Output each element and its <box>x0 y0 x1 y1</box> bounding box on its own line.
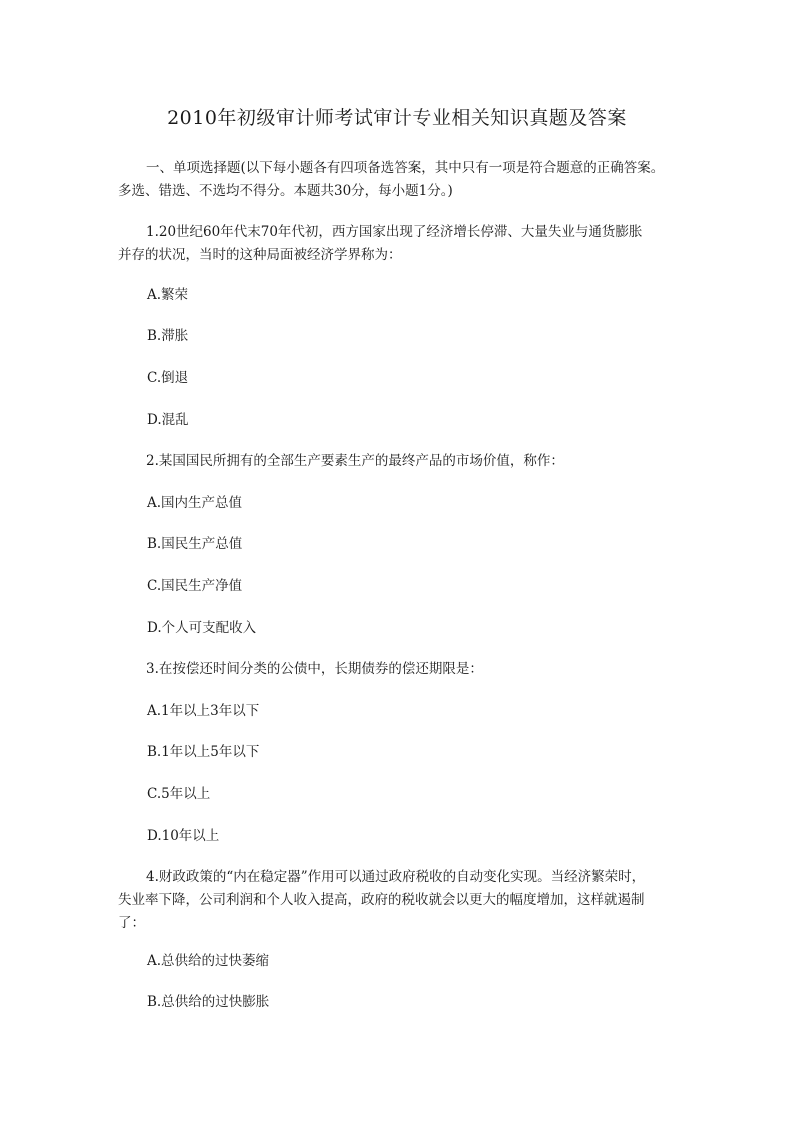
document-title: 2010年初级审计师考试审计专业相关知识真题及答案 <box>167 107 627 129</box>
question-4-option-b: B.总供给的过快膨胀 <box>147 994 270 1010</box>
question-3-option-c: C.5年以上 <box>147 786 211 802</box>
question-line: 失业率下降，公司利润和个人收入提高，政府的税收就会以更大的幅度增加，这样就遏制 <box>118 892 645 908</box>
question-2-text <box>118 450 678 473</box>
question-line: 2.某国国民所拥有的全部生产要素生产的最终产品的市场价值，称作： <box>146 453 564 469</box>
question-3-text <box>118 658 678 681</box>
question-line: 并存的状况，当时的这种局面被经济学界称为： <box>118 247 402 263</box>
section-heading-line: 多选、错选、不选均不得分。本题共30分，每小题1分。) <box>118 183 453 199</box>
question-1-option-c: C.倒退 <box>147 370 189 386</box>
question-1-option-b: B.滞胀 <box>147 328 189 344</box>
question-line: 1.20世纪60年代末70年代初，西方国家出现了经济增长停滞、大量失业与通货膨胀 <box>146 224 643 240</box>
question-line: 了： <box>118 915 145 931</box>
section-heading <box>118 157 678 203</box>
question-2-option-b: B.国民生产总值 <box>147 536 243 552</box>
question-4-text <box>118 866 678 935</box>
question-1-option-d: D.混乱 <box>147 412 189 428</box>
question-line: 3.在按偿还时间分类的公债中，长期债券的偿还期限是： <box>146 661 483 677</box>
question-2-option-a: A.国内生产总值 <box>147 495 243 511</box>
question-line: 4.财政政策的“内在稳定器”作用可以通过政府税收的自动变化实现。当经济繁荣时， <box>146 869 646 885</box>
question-4-option-a: A.总供给的过快萎缩 <box>147 953 270 969</box>
question-1-text <box>118 221 678 267</box>
question-2-option-d: D.个人可支配收入 <box>147 620 257 636</box>
section-heading-line: 一、单项选择题(以下每小题各有四项备选答案，其中只有一项是符合题意的正确答案。 <box>146 160 665 176</box>
question-3-option-d: D.10年以上 <box>147 828 220 844</box>
question-3-option-b: B.1年以上5年以下 <box>147 744 260 760</box>
question-1-option-a: A.繁荣 <box>147 287 189 303</box>
question-3-option-a: A.1年以上3年以下 <box>147 703 260 719</box>
question-2-option-c: C.国民生产净值 <box>147 578 243 594</box>
